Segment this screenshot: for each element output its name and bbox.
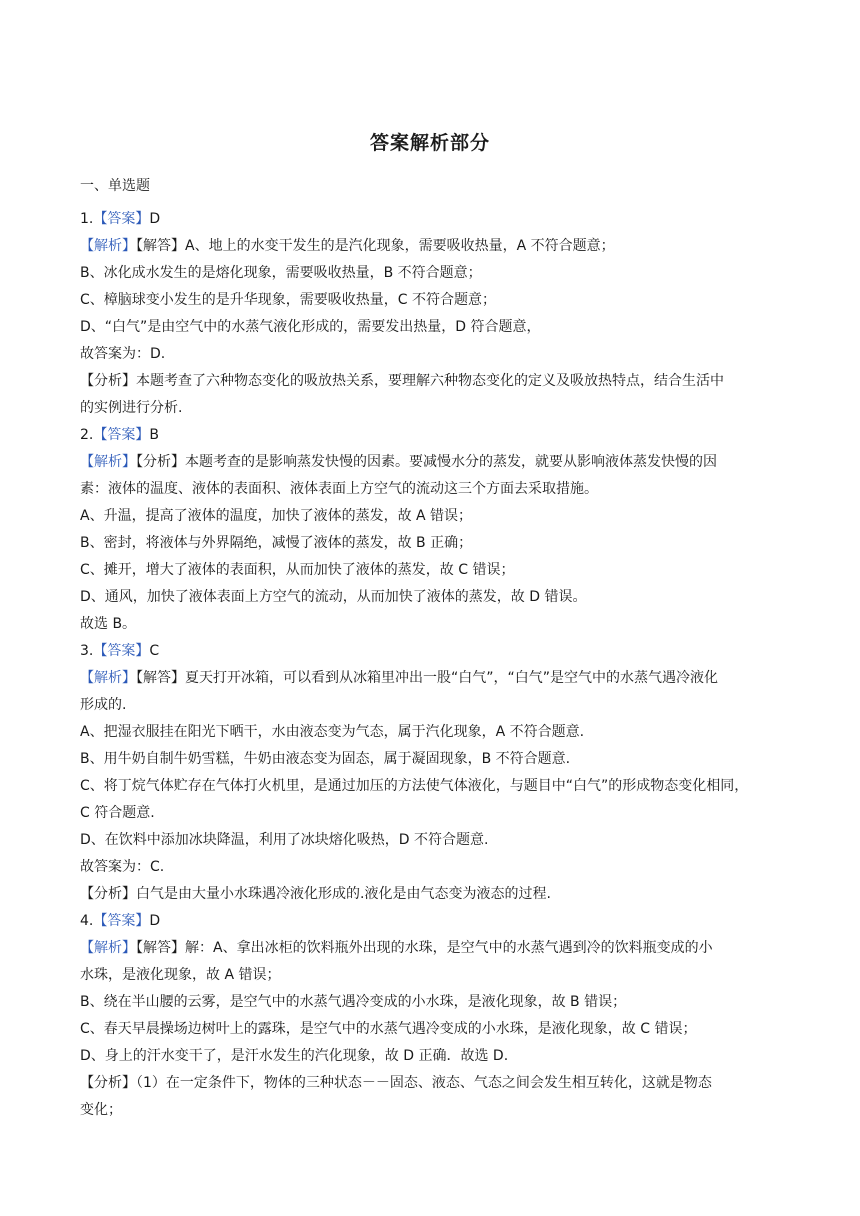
line-text: 故选 B。 [80, 616, 137, 632]
line-text: C [149, 643, 160, 659]
text-line [80, 1016, 780, 1043]
text-line [80, 692, 780, 719]
text-line [80, 773, 780, 800]
text-line [80, 611, 780, 638]
analysis-line [80, 665, 780, 692]
line-text: 【分析】本题考查了六种物态变化的吸放热关系，要理解六种物态变化的定义及吸放热特点，结合生活中 [80, 373, 724, 389]
line-text: 【分析】白气是由大量小水珠遇冷液化形成的.液化是由气态变为液态的过程. [80, 886, 551, 902]
question-number: 1. [80, 211, 94, 227]
text-line [80, 800, 780, 827]
analysis-line [80, 233, 780, 260]
section-tag: 【解析】 [80, 940, 136, 956]
analysis-line [80, 935, 780, 962]
text-line [80, 557, 780, 584]
text-line [80, 314, 780, 341]
text-line [80, 854, 780, 881]
text-line [80, 584, 780, 611]
line-text: B、绕在半山腰的云雾，是空气中的水蒸气遇冷变成的小水珠，是液化现象，故 B 错误； [80, 994, 627, 1010]
line-text: D、“白气”是由空气中的水蒸气液化形成的，需要发出热量，D 符合题意， [80, 319, 541, 335]
text-line [80, 395, 780, 422]
line-text: 【解答】夏天打开冰箱，可以看到从冰箱里冲出一股“白气”，“白气”是空气中的水蒸气遇冷液化 [136, 670, 719, 686]
line-text: 【解答】解：A、拿出冰柜的饮料瓶外出现的水珠，是空气中的水蒸气遇到冷的饮料瓶变成的小 [136, 940, 713, 956]
text-line [80, 368, 780, 395]
line-text: B、密封，将液体与外界隔绝，减慢了液体的蒸发，故 B 正确； [80, 535, 473, 551]
answer-number-line [80, 206, 780, 233]
text-line [80, 1070, 780, 1097]
text-line [80, 341, 780, 368]
line-text: 【分析】（1）在一定条件下，物体的三种状态－－固态、液态、气态之间会发生相互转化，这就是物态 [80, 1075, 712, 1091]
text-line [80, 989, 780, 1016]
line-text: D、身上的汗水变干了，是汗水发生的汽化现象，故 D 正确．故选 D. [80, 1048, 509, 1064]
text-line [80, 1097, 780, 1124]
section-heading: 一、单选题 [80, 178, 150, 194]
answer-number-line [80, 638, 780, 665]
text-line [80, 503, 780, 530]
answer-number-line [80, 908, 780, 935]
line-text: D、在饮料中添加冰块降温，利用了冰块熔化吸热，D 不符合题意. [80, 832, 489, 848]
text-line [80, 746, 780, 773]
line-text: D [149, 913, 161, 929]
text-line [80, 719, 780, 746]
section-tag: 【答案】 [93, 427, 150, 443]
page-title: 答案解析部分 [369, 132, 490, 154]
text-line [80, 476, 780, 503]
section-tag: 【解析】 [80, 238, 136, 254]
line-text: C、摊开，增大了液体的表面积，从而加快了液体的蒸发，故 C 错误； [80, 562, 515, 578]
line-text: A、把湿衣服挂在阳光下晒干，水由液态变为气态，属于汽化现象，A 不符合题意. [80, 724, 585, 740]
line-text: C 符合题意. [80, 805, 155, 821]
line-text: A、升温，提高了液体的温度，加快了液体的蒸发，故 A 错误； [80, 508, 473, 524]
line-text: C、春天早晨操场边树叶上的露珠，是空气中的水蒸气遇冷变成的小水珠，是液化现象，故 C 错误； [80, 1021, 697, 1037]
line-text: B [149, 427, 159, 443]
line-text: 【分析】本题考查的是影响蒸发快慢的因素。要减慢水分的蒸发，就要从影响液体蒸发快慢的因 [136, 454, 717, 470]
line-text: C、将丁烷气体贮存在气体打火机里，是通过加压的方法使气体液化，与题目中“白气”的形成物态变化相同， [80, 778, 749, 794]
line-text: 故答案为：C. [80, 859, 165, 875]
analysis-line [80, 449, 780, 476]
line-text: 形成的. [80, 697, 127, 713]
line-text: B、冰化成水发生的是熔化现象，需要吸收热量，B 不符合题意； [80, 265, 482, 281]
line-text: 变化； [80, 1102, 122, 1118]
text-line [80, 962, 780, 989]
text-line [80, 827, 780, 854]
text-line [80, 881, 780, 908]
question-number: 4. [80, 913, 94, 929]
section-tag: 【答案】 [93, 913, 150, 929]
section-tag: 【答案】 [93, 643, 150, 659]
line-text: 素：液体的温度、液体的表面积、液体表面上方空气的流动这三个方面去采取措施。 [80, 481, 598, 497]
section-tag: 【解析】 [80, 454, 136, 470]
answer-number-line [80, 422, 780, 449]
section-tag: 【解析】 [80, 670, 136, 686]
line-text: B、用牛奶自制牛奶雪糕，牛奶由液态变为固态，属于凝固现象，B 不符合题意. [80, 751, 571, 767]
question-number: 2. [80, 427, 94, 443]
text-line [80, 530, 780, 557]
question-number: 3. [80, 643, 94, 659]
line-text: 水珠，是液化现象，故 A 错误； [80, 967, 281, 983]
line-text: C、樟脑球变小发生的是升华现象，需要吸收热量，C 不符合题意； [80, 292, 496, 308]
text-line [80, 287, 780, 314]
text-line [80, 260, 780, 287]
line-text: D [149, 211, 161, 227]
text-line [80, 1043, 780, 1070]
line-text: 故答案为：D. [80, 346, 166, 362]
answer-content [80, 206, 780, 1124]
line-text: 的实例进行分析. [80, 400, 183, 416]
section-tag: 【答案】 [93, 211, 150, 227]
line-text: 【解答】A、地上的水变干发生的是汽化现象，需要吸收热量，A 不符合题意； [136, 238, 615, 254]
line-text: D、通风，加快了液体表面上方空气的流动，从而加快了液体的蒸发，故 D 错误。 [80, 589, 587, 605]
